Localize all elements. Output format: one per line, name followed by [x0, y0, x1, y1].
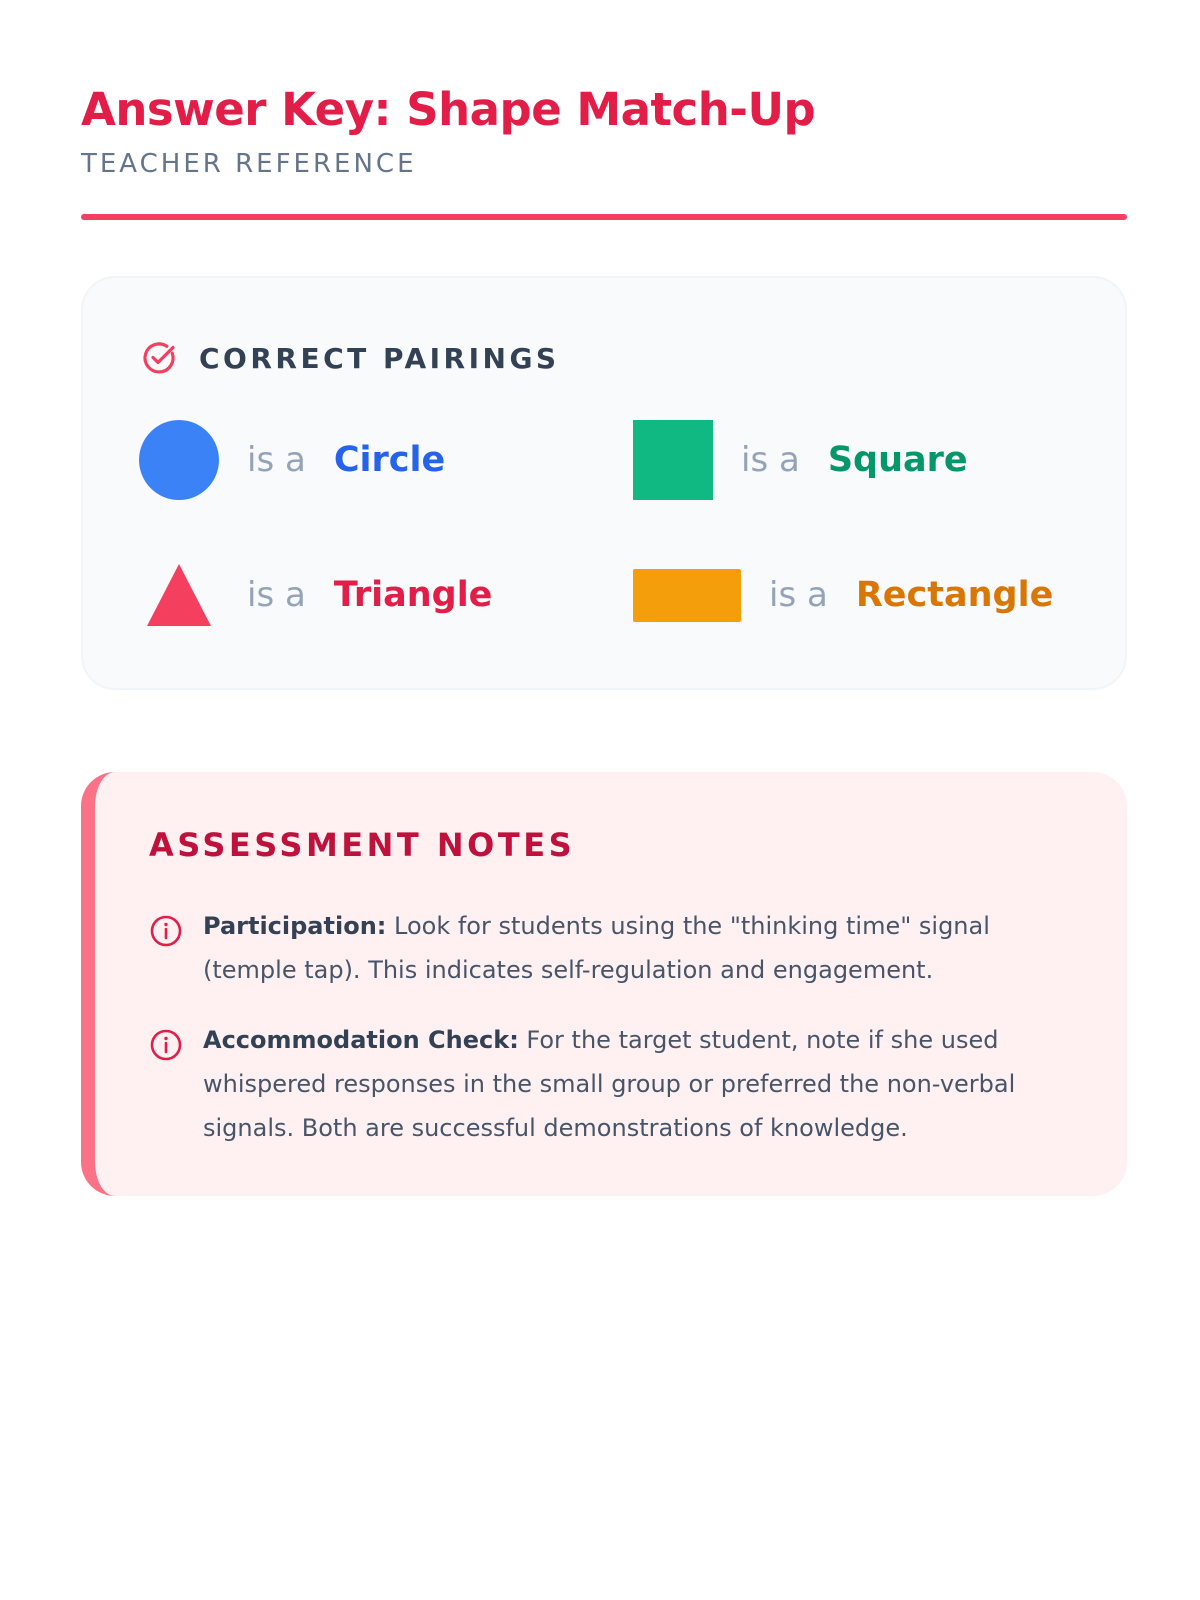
circle-shape: [139, 420, 219, 500]
rectangle-shape: [633, 569, 741, 622]
pairing-connector: is a: [247, 440, 306, 480]
page-header: [81, 78, 1127, 180]
notes-title: ASSESSMENT NOTES: [149, 826, 576, 864]
pairing-connector: is a: [247, 575, 306, 615]
pairing-connector: is a: [769, 575, 828, 615]
correct-pairings-card: [81, 276, 1127, 690]
note-accommodation-check: [149, 1018, 1069, 1150]
pairing-answer: Rectangle: [855, 575, 1054, 615]
pairing-answer: Circle: [333, 440, 446, 480]
pairing-triangle: [139, 555, 492, 635]
note-text: [203, 904, 1069, 992]
pairing-circle: [139, 420, 445, 500]
note-body: For the target student, note if she used whispered responses in the small group or preferred the non-verbal signals. Both are successful demonstrations of knowledge.: [203, 1026, 1016, 1142]
note-body: Look for students using the "thinking time" signal (temple tap). This indicates self-regulation and engagement.: [203, 912, 990, 984]
pairing-square: [633, 420, 968, 500]
correct-pairings-header: [139, 338, 560, 378]
page-subtitle: TEACHER REFERENCE: [81, 149, 417, 179]
note-label: Accommodation Check:: [203, 1026, 519, 1054]
info-icon: [149, 914, 183, 948]
pairing-rectangle: [633, 555, 1053, 635]
triangle-shape: [147, 564, 211, 626]
note-text: [203, 1018, 1069, 1150]
note-participation: [149, 904, 1069, 992]
pairing-answer: Square: [827, 440, 968, 480]
header-divider: [81, 214, 1127, 220]
square-shape: [633, 420, 713, 500]
pairing-answer: Triangle: [333, 575, 493, 615]
assessment-notes-card: [81, 772, 1127, 1196]
check-circle-icon: [139, 338, 179, 378]
page-title: Answer Key: Shape Match-Up: [81, 83, 816, 136]
section-title: CORRECT PAIRINGS: [199, 341, 560, 375]
note-label: Participation:: [203, 912, 387, 940]
info-icon: [149, 1028, 183, 1062]
pairing-connector: is a: [741, 440, 800, 480]
